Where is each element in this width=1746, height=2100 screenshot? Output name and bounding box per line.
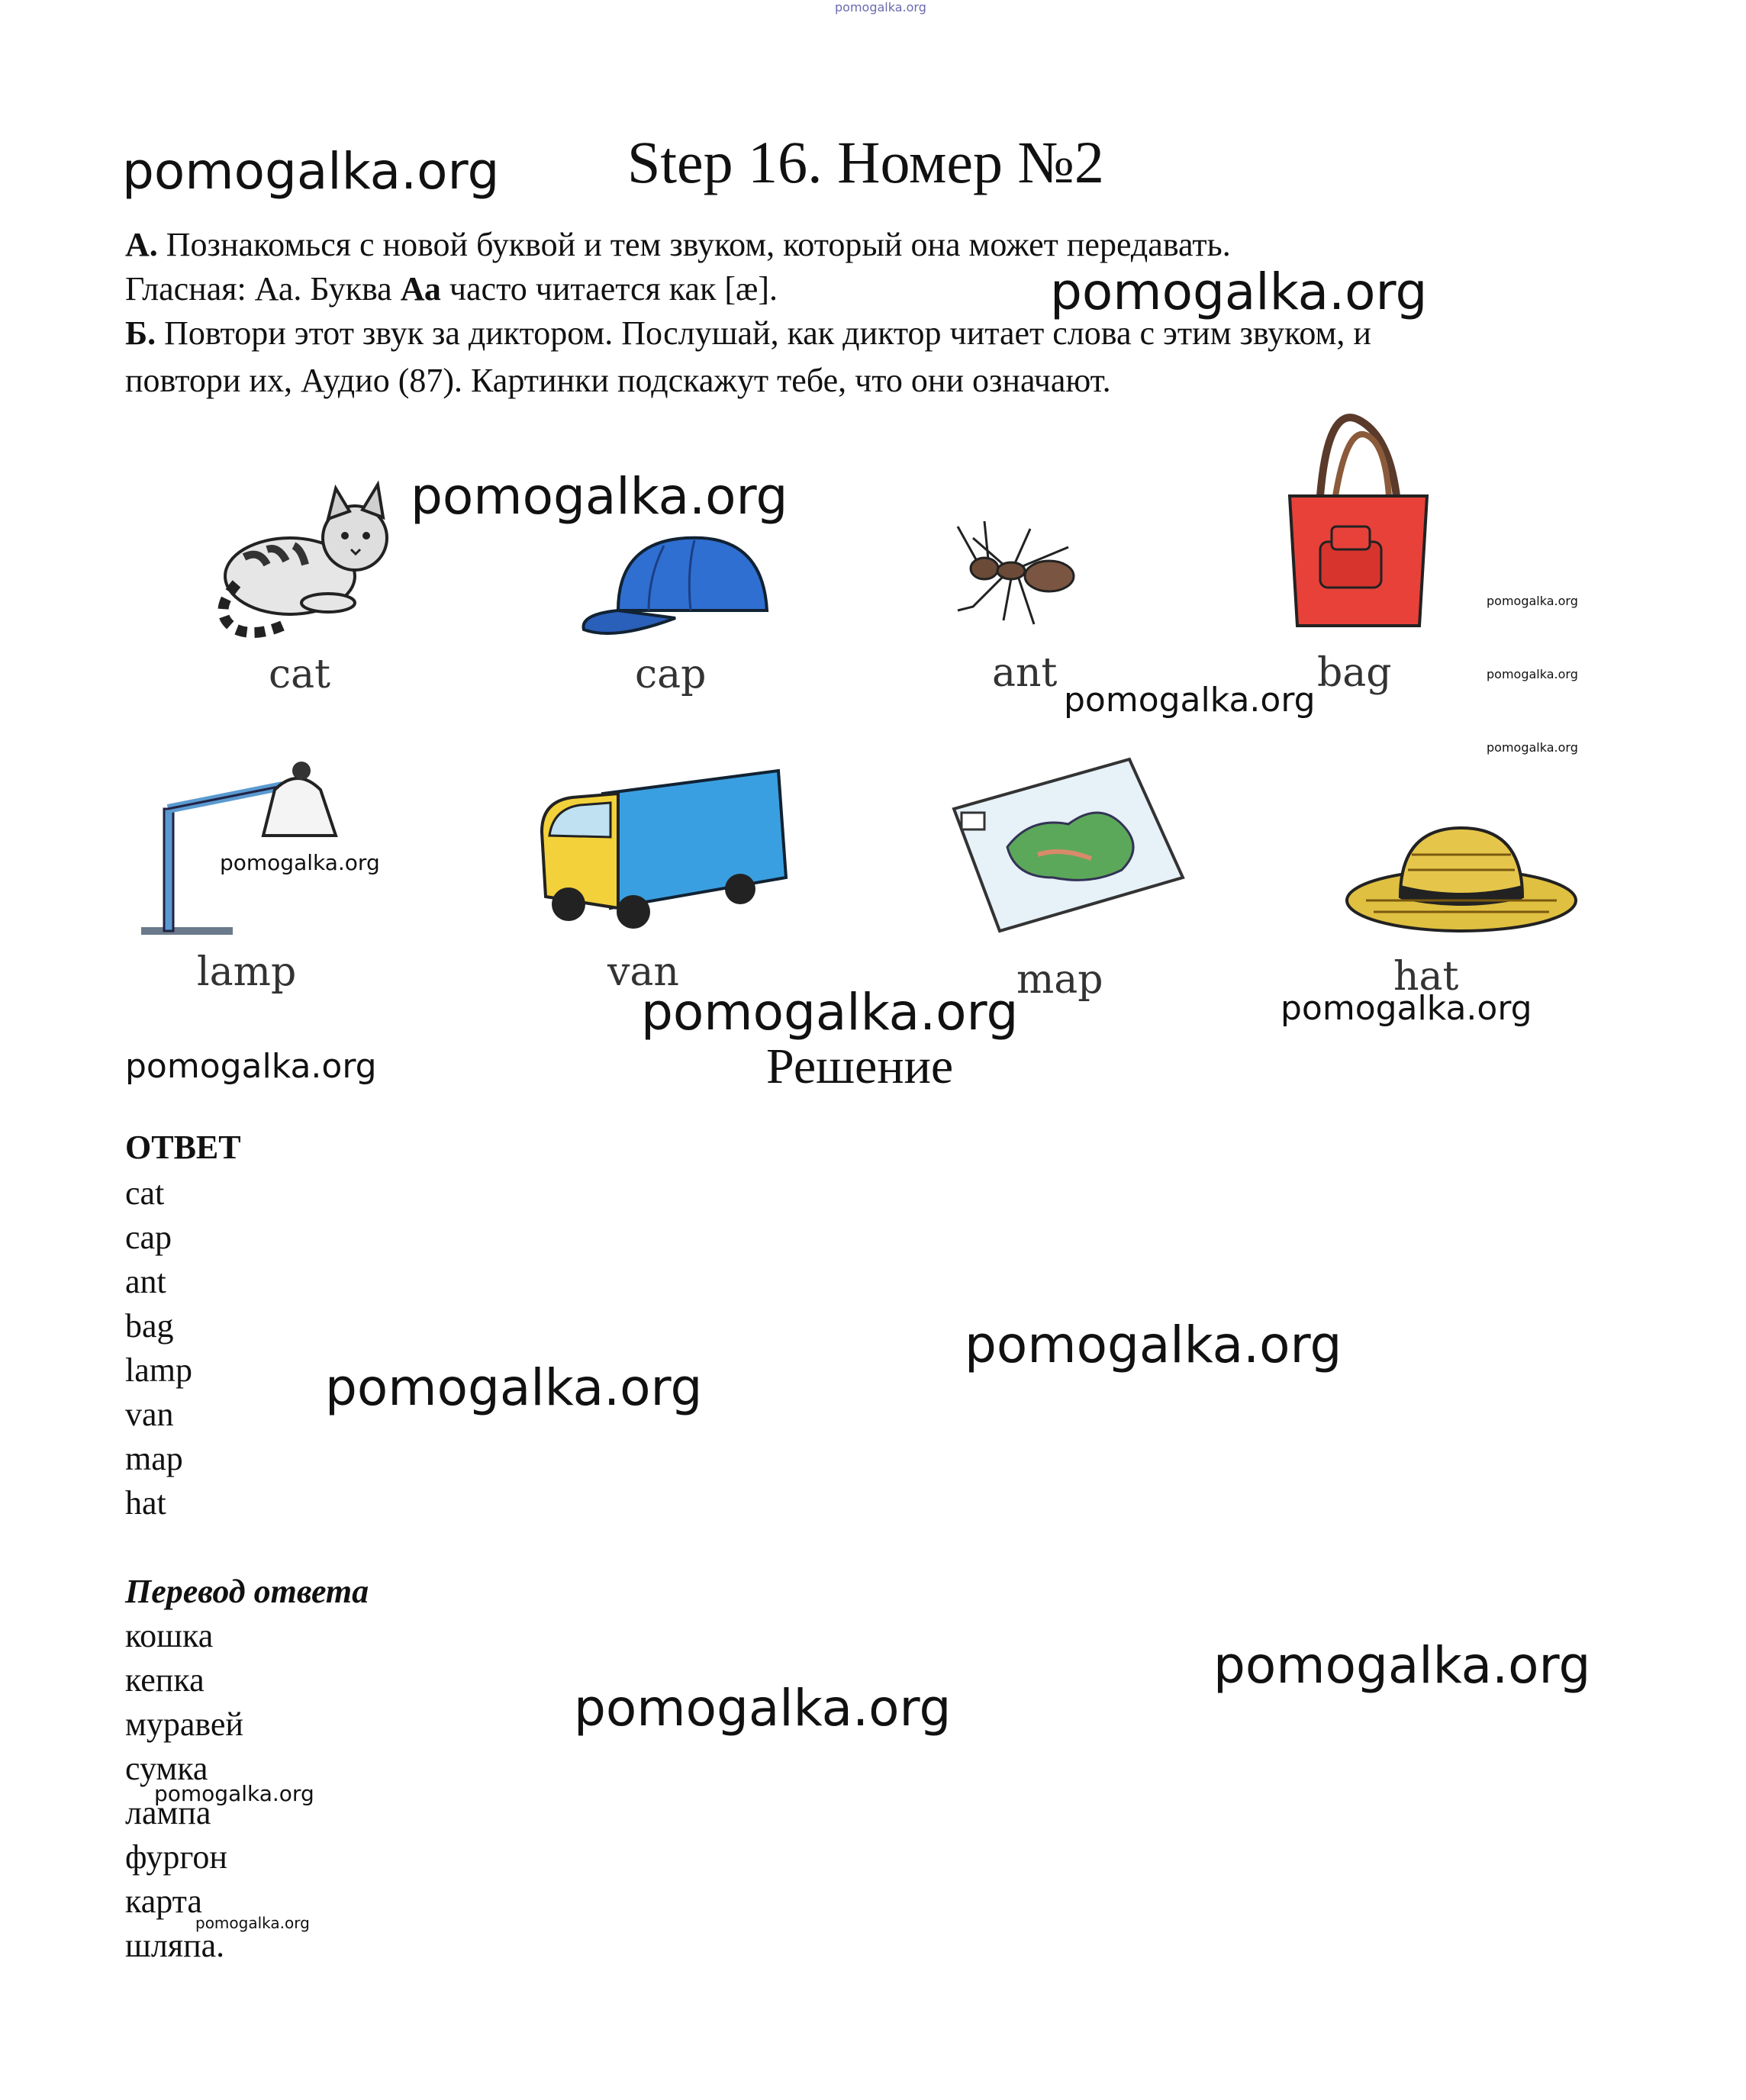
watermark: pomogalka.org: [154, 1781, 314, 1806]
watermark: pomogalka.org: [195, 1914, 310, 1932]
list-item: bag: [125, 1307, 174, 1345]
picture-label-hat: hat: [1393, 954, 1459, 1000]
watermark: pomogalka.org: [641, 983, 1019, 1042]
ant-icon: [939, 511, 1091, 641]
task-line-1: [125, 223, 1231, 267]
watermark: pomogalka.org: [1064, 681, 1316, 720]
picture-label-van: van: [607, 949, 679, 995]
picture-label-lamp: lamp: [197, 949, 297, 995]
task-line2-pre: Гласная: Аа. Буква: [125, 270, 401, 308]
list-item: hat: [125, 1484, 166, 1522]
watermark: pomogalka.org: [965, 1316, 1342, 1374]
list-item: ant: [125, 1263, 166, 1300]
watermark: pomogalka.org: [1487, 667, 1578, 681]
watermark: pomogalka.org: [1050, 262, 1428, 321]
list-item: шляпа.: [125, 1927, 225, 1964]
task-a-text: Познакомься с новой буквой и тем звуком, который она может передавать.: [157, 226, 1231, 263]
list-item: lamp: [125, 1351, 192, 1389]
map-icon: [946, 755, 1190, 939]
cap-icon: [580, 527, 771, 641]
watermark: pomogalka.org: [1281, 989, 1532, 1028]
translation-heading: Перевод ответа: [125, 1573, 369, 1610]
lamp-icon: [137, 755, 382, 939]
task-line-4: повтори их, Аудио (87). Картинки подскажут тебе, что они означают.: [125, 362, 1111, 399]
watermark: pomogalka.org: [125, 1047, 377, 1086]
cat-icon: [214, 473, 397, 641]
task-line-2: [125, 267, 778, 311]
list-item: кошка: [125, 1617, 214, 1654]
task-b-text: Повтори этот звук за диктором. Послушай, как диктор читает слова с этим звуком, и: [156, 314, 1371, 352]
task-a-label: А.: [125, 226, 158, 263]
picture-label-bag: bag: [1317, 650, 1392, 696]
picture-label-map: map: [1016, 957, 1103, 1003]
watermark: pomogalka.org: [1487, 594, 1578, 608]
answer-heading: ОТВЕТ: [125, 1129, 241, 1166]
task-b-label: Б.: [125, 314, 156, 352]
list-item: кепка: [125, 1661, 205, 1699]
task-line2-bold: Аа: [400, 270, 441, 308]
list-item: map: [125, 1440, 183, 1477]
header-watermark: pomogalka.org: [122, 142, 500, 201]
picture-label-cap: cap: [635, 652, 707, 697]
watermark: pomogalka.org: [220, 850, 380, 875]
list-item: cat: [125, 1174, 165, 1212]
watermark: pomogalka.org: [1487, 740, 1578, 755]
task-line2-post: часто читается как [æ].: [440, 270, 778, 308]
watermark: pomogalka.org: [325, 1358, 703, 1417]
van-icon: [534, 763, 794, 939]
picture-label-ant: ant: [992, 650, 1058, 696]
solution-heading: Решение: [766, 1039, 954, 1094]
hat-icon: [1343, 824, 1580, 939]
list-item: van: [125, 1396, 174, 1433]
list-item: карта: [125, 1883, 202, 1920]
watermark: pomogalka.org: [1213, 1636, 1591, 1695]
list-item: cap: [125, 1219, 172, 1256]
watermark: pomogalka.org: [411, 467, 788, 526]
picture-label-cat: cat: [269, 652, 331, 697]
top-watermark: pomogalka.org: [835, 0, 926, 14]
list-item: лампа: [125, 1794, 211, 1831]
watermark: pomogalka.org: [574, 1679, 952, 1738]
bag-icon: [1274, 412, 1442, 633]
list-item: фургон: [125, 1838, 227, 1876]
list-item: сумка: [125, 1750, 208, 1787]
page-title: Step 16. Номер №2: [627, 129, 1104, 195]
list-item: муравей: [125, 1705, 243, 1743]
